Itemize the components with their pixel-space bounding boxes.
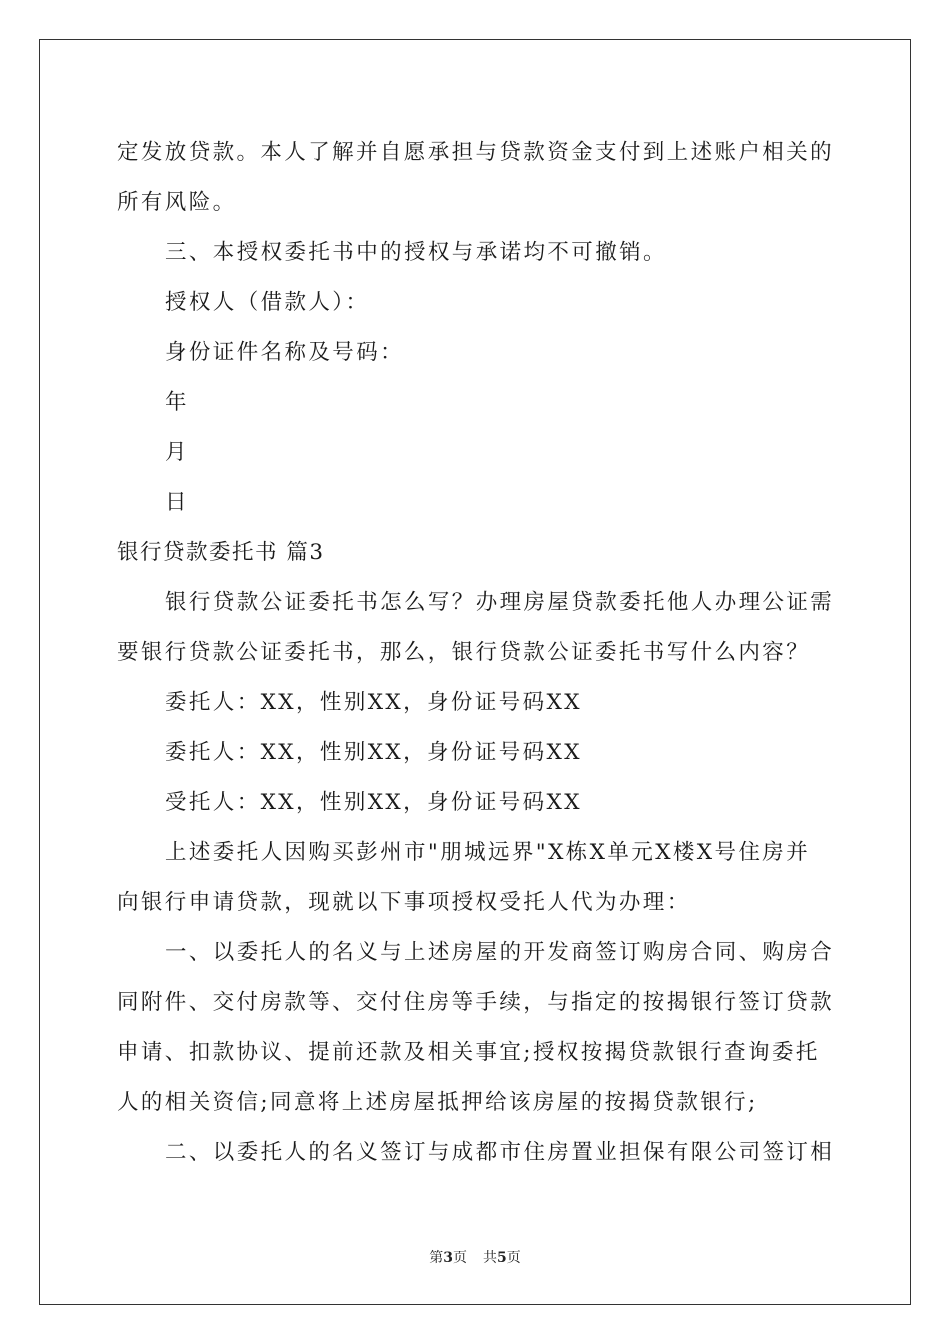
signature-label-id: 身份证件名称及号码：: [165, 340, 405, 365]
paragraph-line: 一、以委托人的名义与上述房屋的开发商签订购房合同、购房合: [165, 940, 835, 965]
paragraph-line: 同附件、交付房款等、交付住房等手续，与指定的按揭银行签订贷款: [117, 990, 835, 1015]
total-prefix: 共: [483, 1250, 497, 1266]
paragraph-line: 人的相关资信;同意将上述房屋抵押给该房屋的按揭贷款银行;: [117, 1090, 758, 1115]
date-month-label: 月: [165, 440, 189, 465]
date-year-label: 年: [165, 390, 189, 415]
current-page-number: 3: [443, 1250, 453, 1266]
paragraph-line: 银行贷款公证委托书怎么写？办理房屋贷款委托他人办理公证需: [165, 590, 835, 615]
paragraph-line: 上述委托人因购买彭州市"朋城远界"X栋X单元X楼X号住房并: [165, 840, 811, 865]
date-day-label: 日: [165, 490, 189, 515]
paragraph-line: 申请、扣款协议、提前还款及相关事宜;授权按揭贷款银行查询委托: [117, 1040, 820, 1065]
signature-label-authorizer: 授权人（借款人）：: [165, 290, 370, 315]
paragraph-line: 所有风险。: [117, 190, 237, 215]
paragraph-line: 要银行贷款公证委托书，那么，银行贷款公证委托书写什么内容？: [117, 640, 811, 665]
total-suffix: 页: [506, 1250, 521, 1266]
paragraph-line: 定发放贷款。本人了解并自愿承担与贷款资金支付到上述账户相关的: [117, 140, 835, 165]
document-body: [117, 128, 837, 1178]
agent-line: 受托人：XX，性别XX，身份证号码XX: [165, 790, 582, 815]
page-suffix: 页: [453, 1250, 467, 1266]
page-footer: [0, 1247, 950, 1267]
principal-line: 委托人：XX，性别XX，身份证号码XX: [165, 690, 582, 715]
principal-line: 委托人：XX，性别XX，身份证号码XX: [165, 740, 582, 765]
paragraph-line: 向银行申请贷款，现就以下事项授权受托人代为办理：: [117, 890, 691, 915]
paragraph-line: 三、本授权委托书中的授权与承诺均不可撤销。: [165, 240, 667, 265]
section-heading: 银行贷款委托书 篇3: [117, 540, 325, 565]
total-page-count: 5: [497, 1250, 507, 1266]
page-prefix: 第: [429, 1250, 444, 1266]
paragraph-line: 二、以委托人的名义签订与成都市住房置业担保有限公司签订相: [165, 1140, 835, 1165]
